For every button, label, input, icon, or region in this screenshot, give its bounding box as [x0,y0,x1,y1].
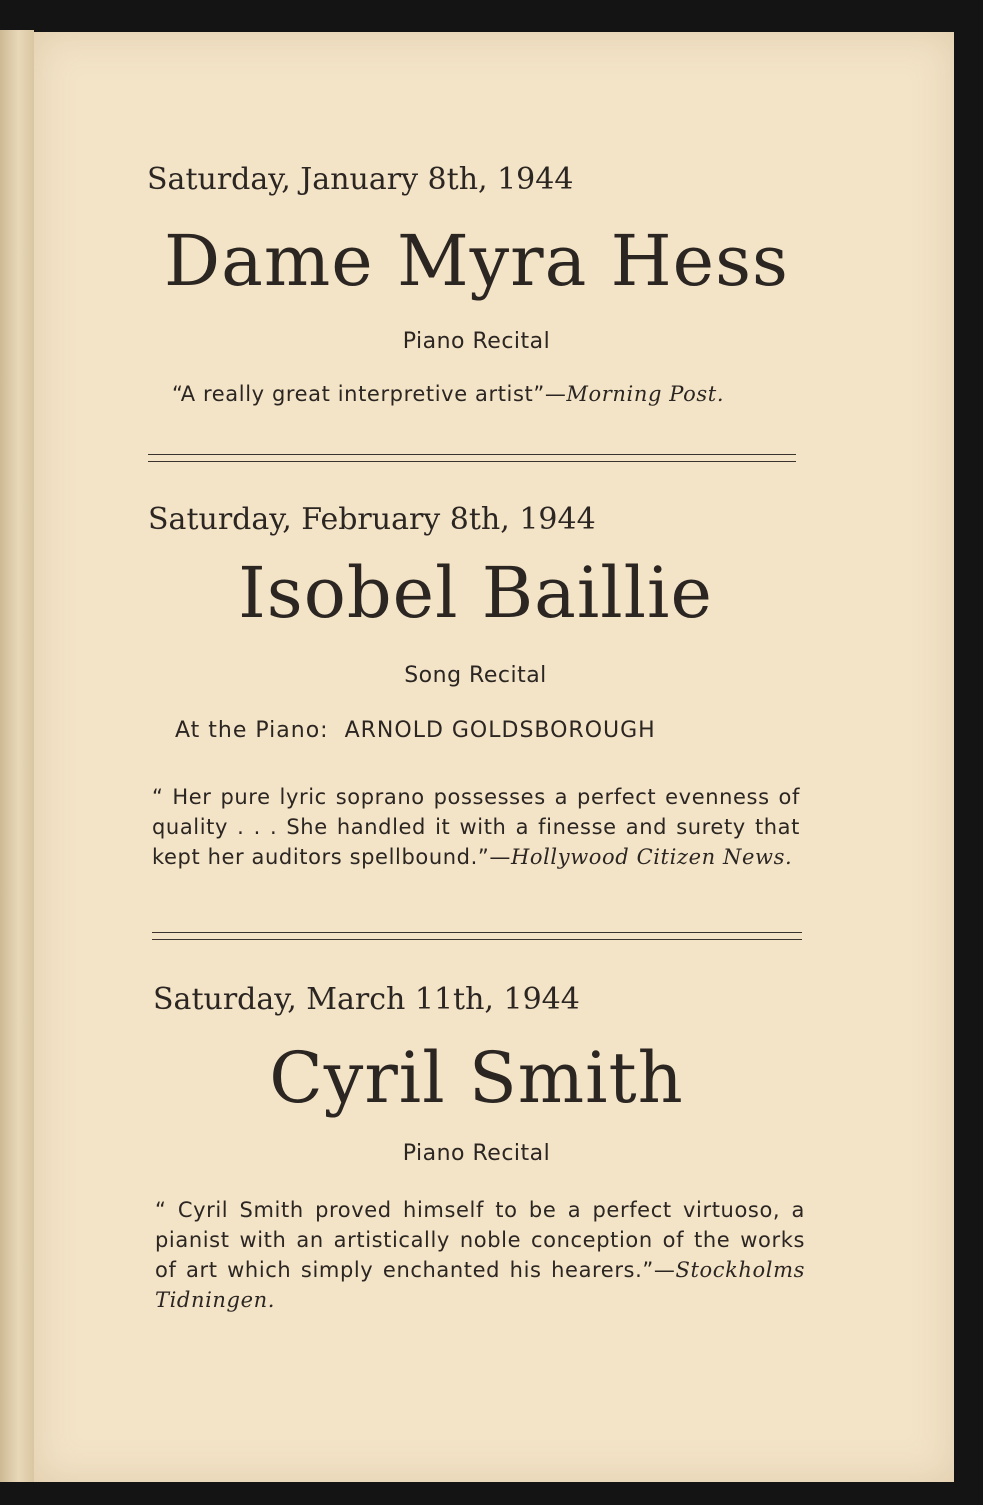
artist-name: Isobel Baillie [238,552,713,634]
recital-type: Piano Recital [402,1141,551,1166]
concert-date: Saturday, March 11th, 1944 [153,982,580,1017]
quote-source: Stockholms Tidningen. [155,1258,805,1312]
quote-text: “A really great interpretive artist”— [172,382,567,406]
concert-date: Saturday, January 8th, 1944 [147,162,574,197]
quote-text: “ Her pure lyric soprano possesses a perfect evenness of quality . . . She handled it with a finesse and surety that kept her auditors spellbound.”— [152,785,800,869]
accompanist-line [175,718,656,743]
section-divider [152,932,802,940]
press-quote [152,782,800,872]
press-quote [155,1195,805,1315]
book-spine-edge [0,30,34,1482]
artist-name: Cyril Smith [269,1037,684,1119]
accompanist-label: At the Piano: [175,718,329,743]
quote-source: Morning Post. [566,382,725,406]
press-quote [172,382,724,406]
accompanist-name: ARNOLD GOLDSBOROUGH [344,718,656,743]
section-divider [148,454,796,462]
quote-text: “ Cyril Smith proved himself to be a perfect virtuoso, a pianist with an artistically noble conception of the works of art which simply enchanted his hearers.”— [155,1198,805,1282]
recital-type: Piano Recital [402,329,551,354]
program-page [34,32,954,1482]
artist-name: Dame Myra Hess [164,220,789,302]
quote-source: Hollywood Citizen News. [510,845,793,869]
concert-date: Saturday, February 8th, 1944 [148,502,596,537]
recital-type: Song Recital [404,663,547,688]
